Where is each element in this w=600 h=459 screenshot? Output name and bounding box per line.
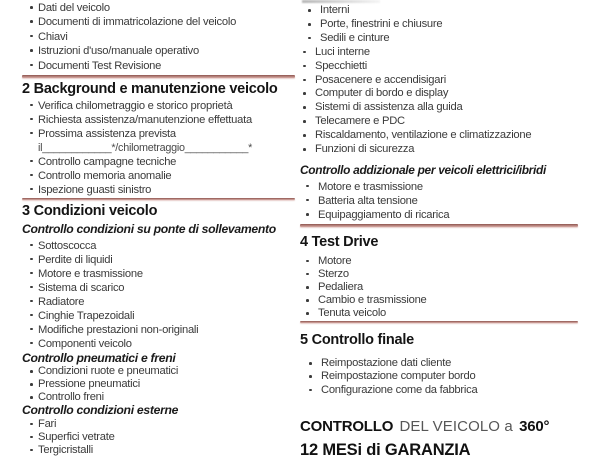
subsection-lift-title: Controllo condizioni su ponte di sollevamento <box>22 222 276 237</box>
right-column <box>300 0 594 459</box>
checklist-item: Pedaliera <box>303 281 594 294</box>
checklist-item: Componenti veicolo <box>22 337 298 351</box>
checklist-tyres-items <box>22 365 298 404</box>
subsection-exterior-title: Controllo condizioni esterne <box>22 403 179 418</box>
checklist-section1-items <box>22 1 298 73</box>
checklist-item: Reimpostazione computer bordo <box>306 370 594 383</box>
checklist-testdrive-items <box>303 255 594 321</box>
checklist-item: Motore e trasmissione <box>303 180 594 194</box>
checklist-item: Dati del veicolo <box>22 1 298 15</box>
footer-slogan-middle: DEL VEICOLO a <box>399 418 513 436</box>
checklist-item: Motore <box>303 255 594 268</box>
checklist-item: Richiesta assistenza/manutenzione effettuata <box>22 113 298 127</box>
checklist-item: Funzioni di sicurezza <box>300 143 594 157</box>
checklist-item: Perdite di liquidi <box>22 253 298 267</box>
checklist-ev-items <box>303 180 594 223</box>
footer-slogan <box>300 419 594 435</box>
checklist-item: Pressione pneumatici <box>22 378 298 391</box>
checklist-interior-items <box>300 4 594 157</box>
section3-title: 3 Condizioni veicolo <box>22 203 158 220</box>
checklist-item: Sistema di scarico <box>22 281 298 295</box>
section-divider <box>300 224 578 227</box>
checklist-item: Posacenere e accendisigari <box>300 74 594 88</box>
checklist-item: Ispezione guasti sinistro <box>22 183 298 197</box>
checklist-section2-items <box>22 99 298 197</box>
section-divider <box>22 198 295 201</box>
footer-slogan-lead: CONTROLLO <box>300 418 394 436</box>
subsection-tyres-title: Controllo pneumatici e freni <box>22 350 176 365</box>
checklist-item: Modifiche prestazioni non-originali <box>22 323 298 337</box>
checklist-item: Radiatore <box>22 295 298 309</box>
checklist-item: Luci interne <box>300 46 594 60</box>
checklist-item: Controllo freni <box>22 391 298 404</box>
clipped-text-fragment <box>302 0 380 3</box>
checklist-item: Riscaldamento, ventilazione e climatizzazione <box>300 129 594 143</box>
checklist-item: Chiavi <box>22 30 298 44</box>
checklist-item: Superfici vetrate <box>22 431 298 444</box>
checklist-item: Sottoscocca <box>22 239 298 253</box>
left-column <box>22 0 298 457</box>
checklist-item: Documenti di immatricolazione del veicolo <box>22 15 298 29</box>
checklist-item: Tenuta veicolo <box>303 307 594 320</box>
section2-title: 2 Background e manutenzione veicolo <box>22 80 278 97</box>
checklist-item: Controllo campagne tecniche <box>22 155 298 169</box>
subsection-ev-title: Controllo addizionale per veicoli elettrici/ibridi <box>300 162 546 177</box>
footer-warranty: 12 MESi di GARANZIA <box>300 441 471 459</box>
checklist-item: Sistemi di assistenza alla guida <box>300 101 594 115</box>
checklist-item: Configurazione come da fabbrica <box>306 384 594 397</box>
checklist-final-items <box>306 357 594 397</box>
checklist-item: Batteria alta tensione <box>303 194 594 208</box>
checklist-item: Equipaggiamento di ricarica <box>303 208 594 222</box>
section-divider <box>300 321 578 324</box>
checklist-item: Controllo memoria anomalie <box>22 169 298 183</box>
checklist-item: il____________*/chilometraggio___________* <box>38 141 253 154</box>
checklist-item: Cambio e trasmissione <box>303 294 594 307</box>
checklist-item: Fari <box>22 418 298 431</box>
checklist-item: Tergicristalli <box>22 444 298 457</box>
footer-slogan-value: 360° <box>519 418 550 436</box>
section4-title: 4 Test Drive <box>300 233 379 250</box>
checklist-item: Specchietti <box>300 60 594 74</box>
checklist-item: Sterzo <box>303 268 594 281</box>
checklist-item: Prossima assistenza prevista <box>22 127 298 141</box>
checklist-item: Telecamere e PDC <box>300 115 594 129</box>
checklist-item: Documenti Test Revisione <box>22 59 298 73</box>
checklist-item: Cinghie Trapezoidali <box>22 309 298 323</box>
checklist-item: Motore e trasmissione <box>22 267 298 281</box>
checklist-item: Sedili e cinture <box>305 32 594 46</box>
checklist-item: Computer di bordo e display <box>300 87 594 101</box>
checklist-item: Porte, finestrini e chiusure <box>305 18 594 32</box>
section5-title: 5 Controllo finale <box>300 332 414 349</box>
section-divider <box>22 75 295 78</box>
checklist-item: Interni <box>305 4 594 18</box>
checklist-exterior-items <box>22 418 298 457</box>
checklist-item: Condizioni ruote e pneumatici <box>22 365 298 378</box>
checklist-item: Istruzioni d'uso/manuale operativo <box>22 44 298 58</box>
checklist-lift-items <box>22 239 298 351</box>
checklist-item: Reimpostazione dati cliente <box>306 357 594 370</box>
checklist-item: Verifica chilometraggio e storico proprietà <box>22 99 298 113</box>
